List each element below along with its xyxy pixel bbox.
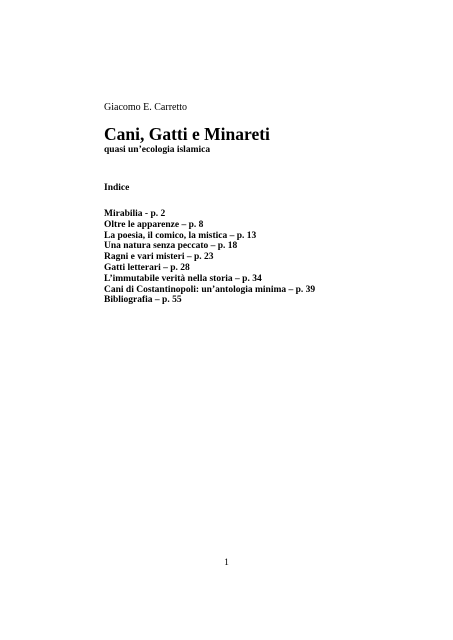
author-name: Giacomo E. Carretto — [104, 102, 188, 113]
toc-entry: Mirabilia - p. 2 — [104, 209, 166, 219]
toc-entry: Ragni e vari misteri – p. 23 — [104, 252, 214, 263]
toc-entry: Oltre le apparenze – p. 8 — [104, 219, 204, 230]
toc-entry: Cani di Costantinopoli: un’antologia minima – p. 39 — [104, 284, 316, 295]
document-subtitle: quasi un’ecologia islamica — [104, 145, 211, 155]
toc-entry: La poesia, il comico, la mistica – p. 13 — [104, 230, 257, 241]
toc-entry: Gatti letterari – p. 28 — [104, 262, 190, 273]
toc-entry: L’immutabile verità nella storia – p. 34 — [104, 273, 262, 284]
toc-entry: Bibliografia – p. 55 — [104, 295, 182, 306]
document-title: Cani, Gatti e Minareti — [104, 124, 270, 144]
index-heading: Indice — [104, 183, 130, 193]
table-of-contents — [104, 209, 315, 306]
page-number: 1 — [224, 558, 229, 568]
toc-entry: Una natura senza peccato – p. 18 — [104, 241, 238, 252]
